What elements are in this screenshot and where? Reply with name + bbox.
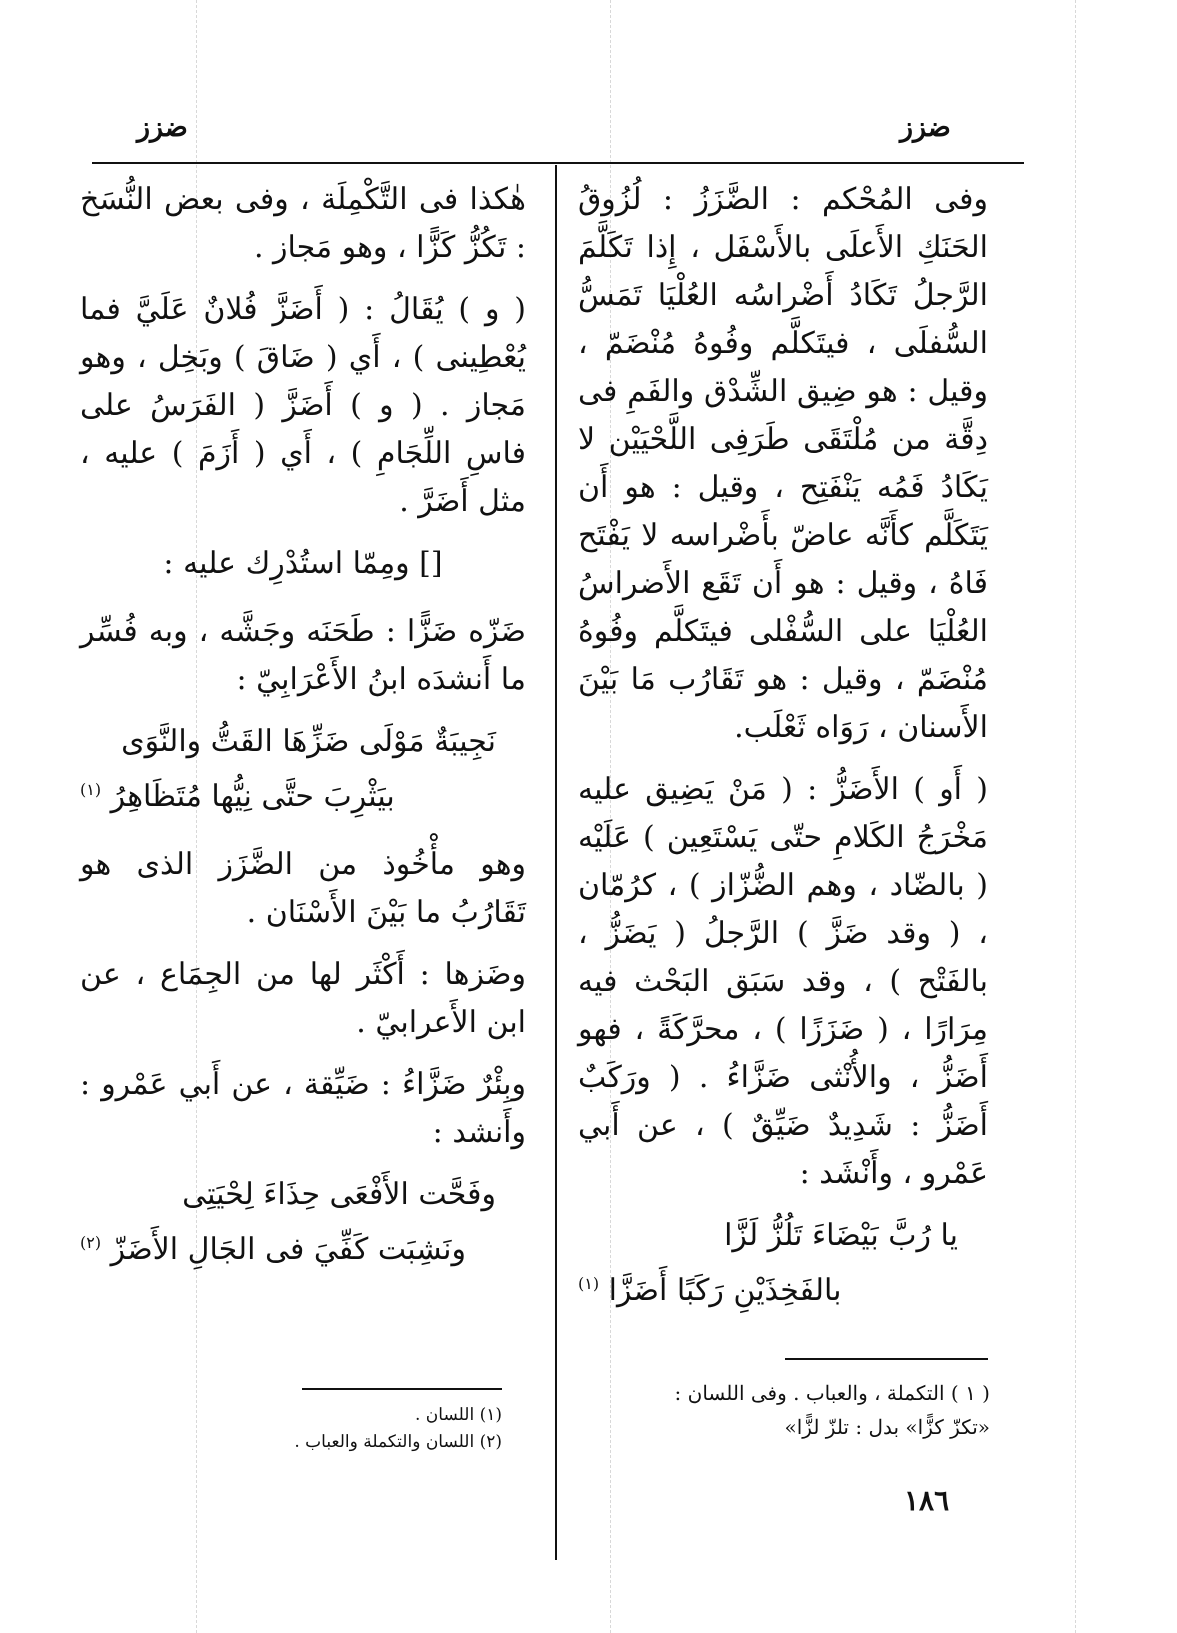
footnote-line: «تكزّ كزًّا» بدل : تلزّ لزًّا» xyxy=(784,1415,990,1439)
verse-hemistich xyxy=(80,766,526,821)
footnote-mark: (١) xyxy=(578,1274,600,1293)
paragraph: وهو مأْخُوذ من الضَّزَز الذى هو تَقَارُبُ ما بَيْنَ الأَسْنَان . xyxy=(80,847,526,930)
footnote-mark: (١) xyxy=(80,780,102,799)
verse-hemistich: وفَحَّت الأَفْعَى حِذَاءَ لِحْيَتِى xyxy=(182,1177,496,1212)
header-rule xyxy=(92,162,1024,164)
left-footnotes xyxy=(240,1402,502,1456)
verse-hemistich-text: ونَشِبَت كَفِّيَ فى الجَالِ الأَضَزّ xyxy=(110,1232,466,1267)
right-column xyxy=(578,176,988,1335)
verse-hemistich: يا رُبَّ بَيْضَاءَ تَلُزُّ لَزَّا xyxy=(724,1218,958,1253)
running-head-right: ضزز xyxy=(900,112,951,143)
verse xyxy=(578,1212,988,1315)
paragraph: وبِئْرٌ ضَزَّاءُ : ضَيِّقة ، عن أَبي عَمْرو : وأَنشد : xyxy=(80,1067,526,1150)
footnote-rule xyxy=(785,1358,988,1360)
paragraph: وضَزها : أَكْثَر لها من الجِمَاع ، عن ابن الأَعرابيّ . xyxy=(80,957,526,1040)
footnote-line: ( ١ ) التكملة ، والعباب . وفى اللسان : xyxy=(674,1381,990,1405)
verse xyxy=(80,1171,526,1274)
right-footnotes xyxy=(640,1376,990,1444)
verse-hemistich: نَجِيبَةٌ مَوْلَى ضَزِّهَا القَتُّ والنَّوَى xyxy=(121,724,496,759)
verse-hemistich-text: بيَثْرِبَ حتَّى نِيُّها مُتَظَاهِرُ xyxy=(110,779,395,814)
footnote-rule xyxy=(302,1388,502,1390)
column-rule xyxy=(555,165,557,1560)
paragraph: وفى المُحْكم : الضَّزَزُ : لُزُوقُ الحَنَكِ الأَعلَى بالأَسْفَل ، إِذا تَكَلَّمَ الرَّجلُ تَكَادُ أَضْراسُه العُلْيَا تَمَسُّ السُّفلَى ، فيتَكلَّم وفُوهُ مُنْضَمّ ، وقيل : هو ضِيق الشِّدْق والفَمِ فى دِقَّة من مُلْتَقَى طَرَفِى اللَّحْيَيْن لا يَكَادُ فَمُه يَنْفَتِح ، وقيل : هو أَن يَتَكَلَّم كأَنَّه عاضّ بأَضْراسه لا يَفْتَح فَاهُ ، وقيل : هو أَن تَقَع الأَضراسُ العُلْيَا على السُّفْلى فيتَكلَّم وفُوهُ مُنْضَمّ ، وقيل : هو تَقَارُب مَا بَيْنَ الأَسنان ، رَوَاه ثَعْلَب. xyxy=(578,182,988,745)
running-head-left: ضزز xyxy=(137,112,188,143)
page-number: ١٨٦ xyxy=(904,1484,950,1517)
verse-hemistich xyxy=(80,1219,526,1274)
paragraph: ( و ) يُقَالُ : ( أَضَزَّ فُلانٌ عَلَيَّ فما يُعْطِينى ) ، أَي ( ضَاقَ ) وبَخِل ، وهو مَجاز . ( و ) أَضَزَّ ( الفَرَسُ على فاسِ اللِّجَامِ ) ، أَي ( أَزَمَ ) عليه ، مثل أَضَرَّ . xyxy=(80,292,526,519)
paragraph: ( أَو ) الأَضَزُّ : ( مَنْ يَضِيق عليه مَخْرَجُ الكَلامِ حتّى يَسْتَعِين ) عَلَيْه ( بالضّاد ، وهم الضُّزّاز ) ، كرُمّان ، ( وقد ضَزَّ ) الرَّجلُ ( يَضَزُّ ، بالفَتْح ) ، وقد سَبَق البَحْث فيه مِرَارًا ، ( ضَزَزًا ) ، محرَّكَةً ، فهو أَضَزُّ ، والأُنْثى ضَزَّاءُ . ( ورَكَبٌ أَضَزُّ : شَدِيدٌ ضَيِّقٌ ) ، عن أَبي عَمْرو ، وأَنْشَد : xyxy=(578,772,988,1191)
paragraph: ضَزّه ضَزًّا : طَحَنَه وجَشَّه ، وبه فُسِّر ما أَنشدَه ابنُ الأَعْرَابِيّ : xyxy=(80,614,526,697)
footnote-mark: (٢) xyxy=(80,1233,102,1252)
verse-hemistich xyxy=(578,1260,988,1315)
scan-fold-line xyxy=(1075,0,1076,1633)
verse xyxy=(80,718,526,821)
paragraph: هٰكذا فى التَّكْمِلَة ، وفى بعض النُّسَخ : تَكُزُّ كَزًّا ، وهو مَجاز . xyxy=(80,182,526,265)
section-heading: [] ومِمّا استُدْرِك عليه : xyxy=(163,546,443,581)
left-column xyxy=(80,176,526,1294)
footnote-line: (١) اللسان . xyxy=(415,1405,502,1425)
verse-hemistich-text: بالفَخِذَيْنِ رَكَبًا أَضَزَّا xyxy=(608,1273,842,1308)
footnote-line: (٢) اللسان والتكملة والعباب . xyxy=(294,1432,502,1452)
